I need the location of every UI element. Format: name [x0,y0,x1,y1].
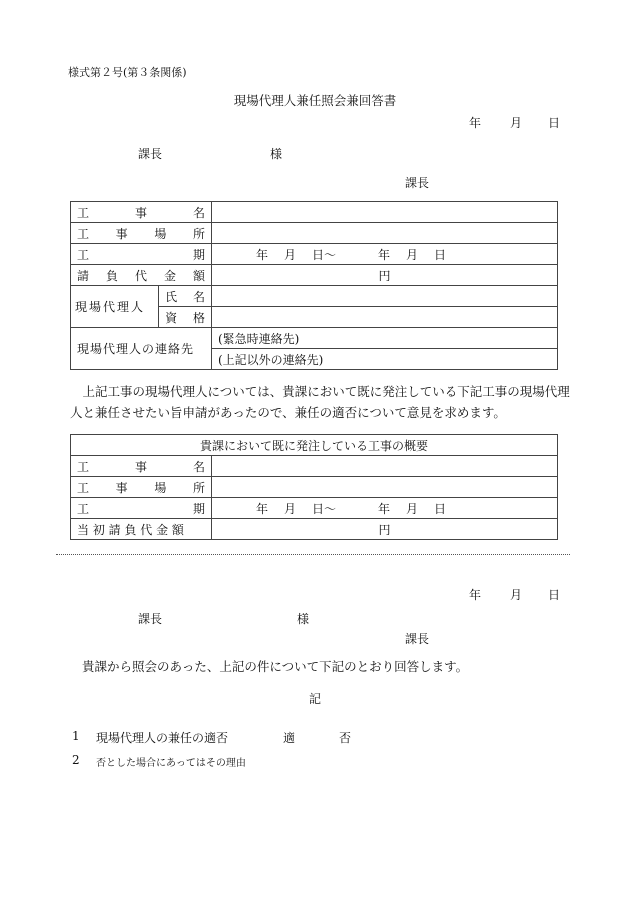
reply-statement: 貴課から照会のあった、上記の件について下記のとおり回答します。 [82,659,469,674]
period-end-year: 年 [378,247,391,262]
existing-end-day: 日 [434,501,447,516]
item1-number: 1 [72,729,80,743]
agent-qualification-label: 資 格 [159,307,212,328]
item1-ng[interactable]: 否 [339,731,352,745]
agent-qualification-value[interactable] [212,307,558,328]
other-contact[interactable] [212,349,558,370]
site-agent-label: 現場代理人 [71,286,159,328]
reply-date-year: 年 [469,588,482,602]
existing-name-value[interactable] [212,456,558,477]
date-year: 年 [469,116,482,130]
document-title: 現場代理人兼任照会兼回答書 [233,93,397,108]
agent-contact-label: 現場代理人の連絡先 [71,328,212,370]
existing-site-label: 工 事 場 所 [71,477,212,498]
reply-sender-section: 課長 [405,632,430,646]
existing-start-month: 月 [284,501,297,516]
period-start-year: 年 [256,247,269,262]
existing-start-day: 日～ [312,501,337,516]
period-label: 工 期 [71,244,212,265]
other-contact-label: (上記以外の連絡先) [218,352,324,367]
period-value[interactable] [212,244,558,265]
construction-name-value[interactable] [212,202,558,223]
agent-name-label: 氏 名 [159,286,212,307]
emergency-contact-label: (緊急時連絡先) [218,331,300,346]
construction-info-table [70,201,558,370]
item1-text: 現場代理人の兼任の適否 [96,731,229,745]
construction-site-label: 工 事 場 所 [71,223,212,244]
existing-site-value[interactable] [212,477,558,498]
existing-period-label: 工 期 [71,498,212,519]
sender-section: 課長 [405,176,430,190]
period-start-day: 日～ [312,247,337,262]
initial-yen-unit: 円 [378,522,391,537]
item1-ok[interactable]: 適 [283,731,296,745]
addressee-honorific: 様 [270,147,283,161]
existing-table-header: 貴課において既に発注している工事の概要 [71,435,558,456]
item2-text: 否とした場合にあってはその理由 [96,758,246,769]
item2-number: 2 [72,753,80,767]
contract-amount-value[interactable] [212,265,558,286]
reply-date-line [0,586,630,602]
existing-name-label: 工 事 名 [71,456,212,477]
construction-site-value[interactable] [212,223,558,244]
emergency-contact[interactable] [212,328,558,349]
existing-construction-table [70,434,558,540]
initial-amount-value[interactable] [212,519,558,540]
period-end-month: 月 [406,247,419,262]
existing-end-year: 年 [378,501,391,516]
ki-mark: 記 [309,692,322,706]
period-start-month: 月 [284,247,297,262]
period-end-day: 日 [434,247,447,262]
yen-unit: 円 [378,268,391,283]
date-day: 日 [548,116,561,130]
agent-name-value[interactable] [212,286,558,307]
contract-amount-label: 請 負 代 金 額 [71,265,212,286]
reply-date-month: 月 [510,588,523,602]
date-month: 月 [510,116,523,130]
reply-addressee-section: 課長 [138,612,163,626]
addressee-section: 課長 [138,147,163,161]
inquiry-paragraph: 上記工事の現場代理人については、貴課において既に発注している下記工事の現場代理人と兼任させたい旨申請があったので、兼任の適否について意見を求めます。 [70,384,570,420]
form-number: 様式第２号(第３条関係) [68,66,187,79]
existing-end-month: 月 [406,501,419,516]
initial-amount-label: 当 初 請 負 代 金 額 [71,519,212,540]
existing-period-value[interactable] [212,498,558,519]
existing-start-year: 年 [256,501,269,516]
construction-name-label: 工 事 名 [71,202,212,223]
reply-date-day: 日 [548,588,561,602]
reply-addressee-honorific: 様 [297,612,310,626]
date-line [0,114,630,130]
cut-line [56,554,570,555]
